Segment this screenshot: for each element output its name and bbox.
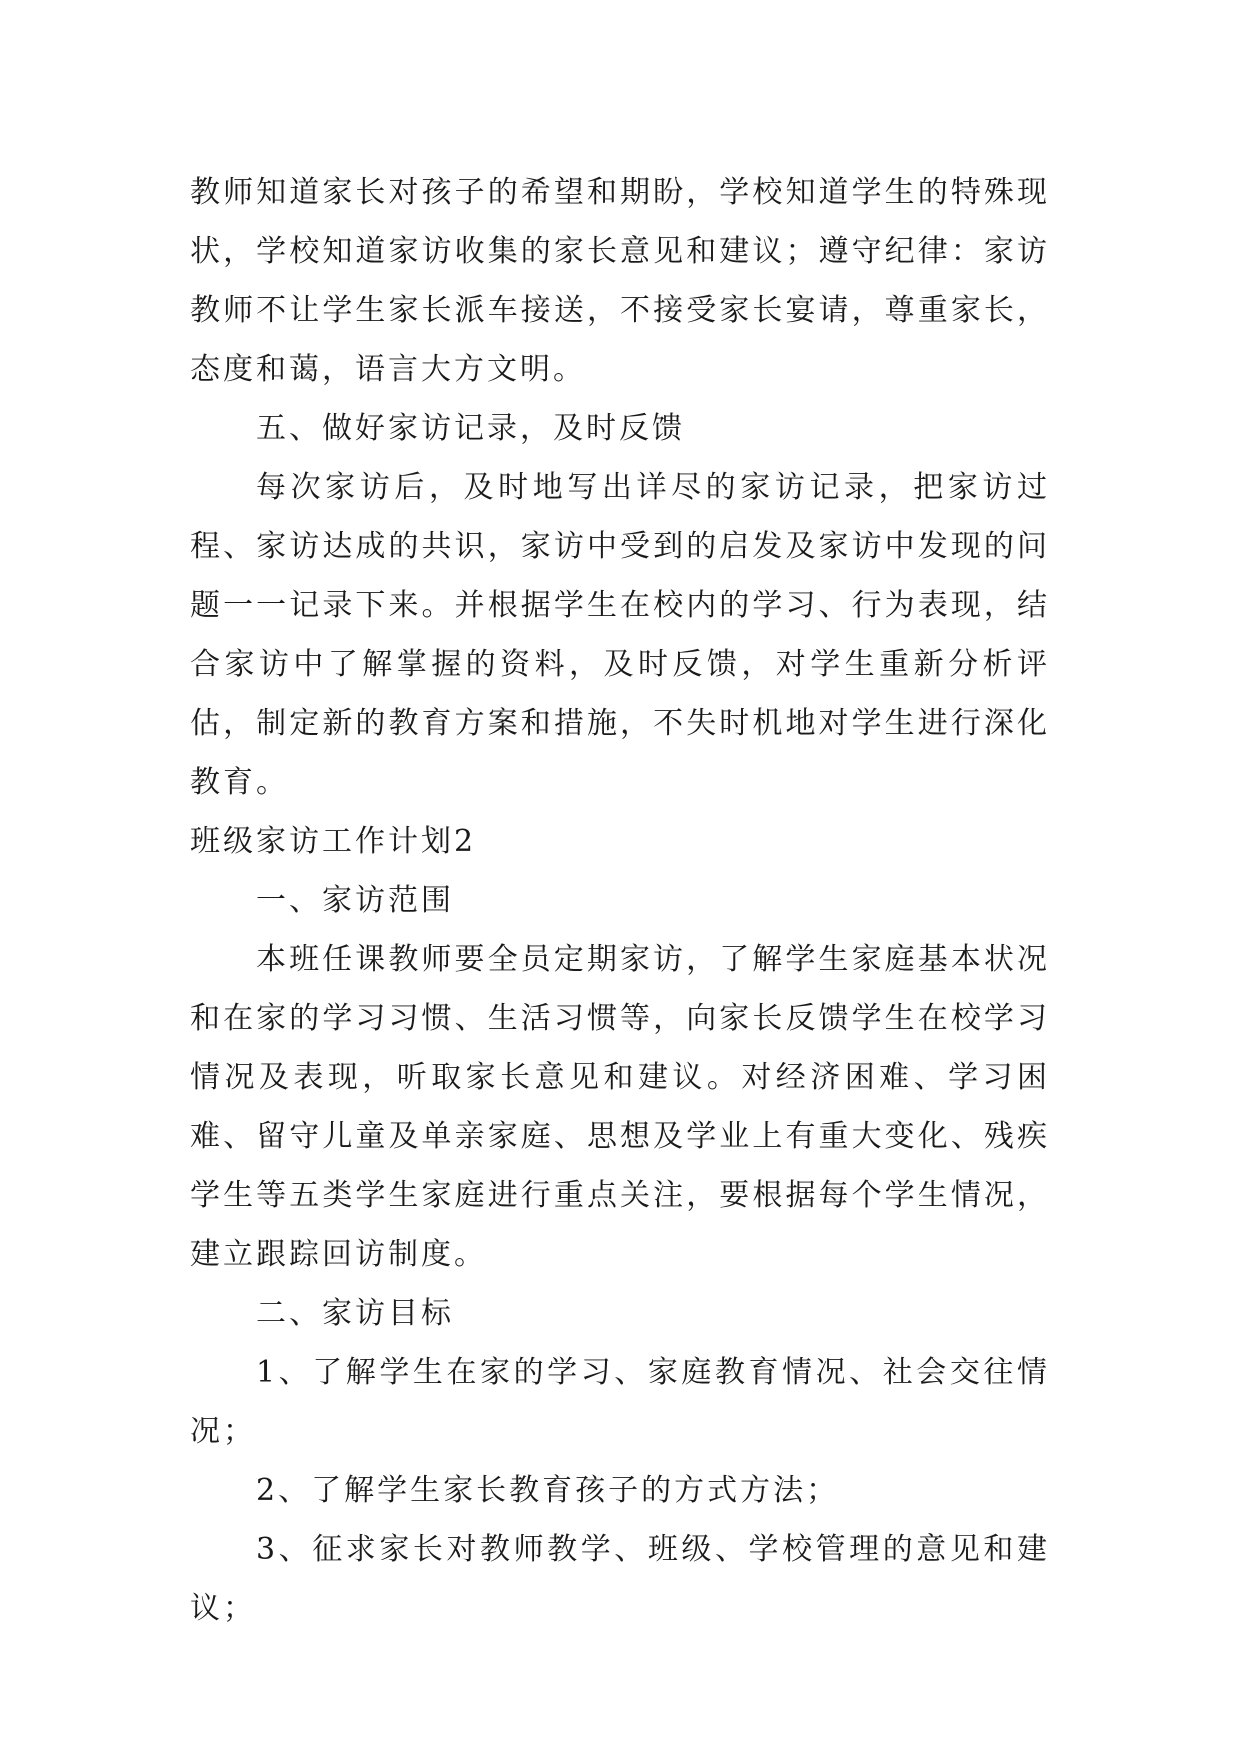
list-item-goal-1: 1、了解学生在家的学习、家庭教育情况、社会交往情况； [190,1355,1050,1449]
section-heading-five: 五、做好家访记录，及时反馈 [256,411,685,446]
list-item-goal-3: 3、征求家长对教师教学、班级、学校管理的意见和建议； [190,1532,1050,1626]
paragraph-visit-scope: 本班任课教师要全员定期家访，了解学生家庭基本状况和在家的学习习惯、生活习惯等，向家长反馈学生在校学习情况及表现，听取家长意见和建议。对经济困难、学习困难、留守儿童及单亲家庭、思想及学业上有重大变化、残疾学生等五类学生家庭进行重点关注，要根据每个学生情况，建立跟踪回访制度。 [190,942,1050,1272]
paragraph-continuation: 教师知道家长对孩子的希望和期盼，学校知道学生的特殊现状，学校知道家访收集的家长意见和建议；遵守纪律：家访教师不让学生家长派车接送，不接受家长宴请，尊重家长，态度和蔼，语言大方文明。 [190,175,1050,387]
section-heading-one: 一、家访范围 [256,883,454,918]
document-title-plan-2: 班级家访工作计划2 [190,824,477,859]
list-item-goal-2: 2、了解学生家长教育孩子的方式方法； [256,1473,840,1508]
section-heading-two: 二、家访目标 [256,1296,454,1331]
document-body [190,163,1050,1638]
paragraph-record-feedback: 每次家访后，及时地写出详尽的家访记录，把家访过程、家访达成的共识，家访中受到的启发及家访中发现的问题一一记录下来。并根据学生在校内的学习、行为表现，结合家访中了解掌握的资料，及时反馈，对学生重新分析评估，制定新的教育方案和措施，不失时机地对学生进行深化教育。 [190,470,1050,800]
